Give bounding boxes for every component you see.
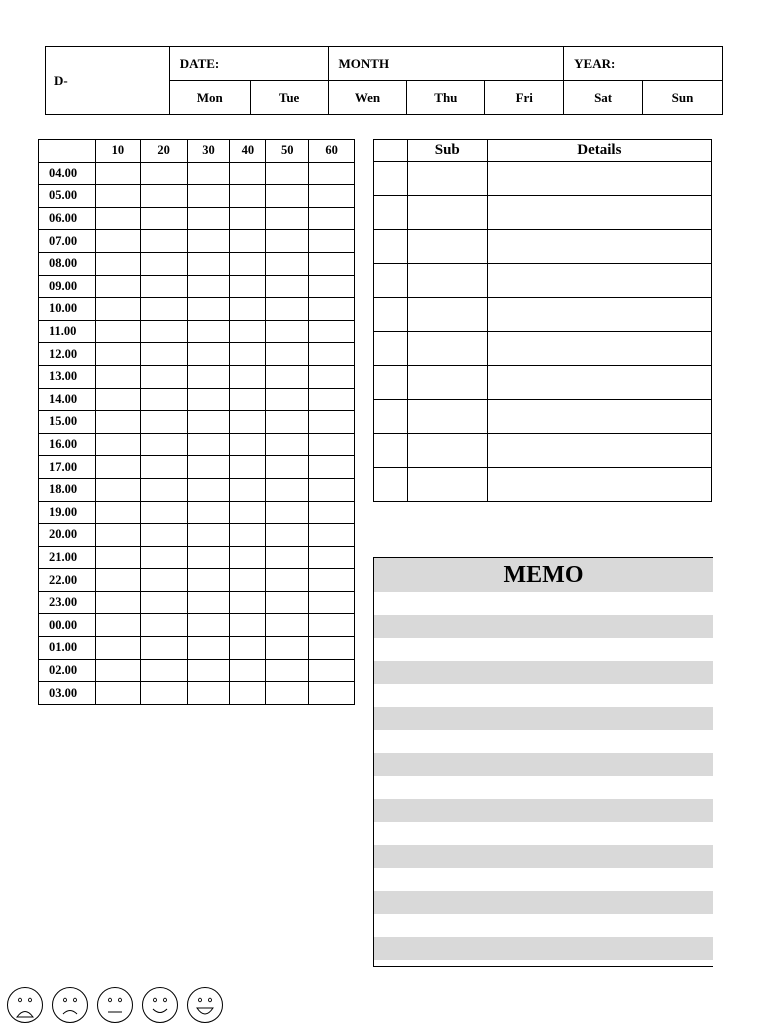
memo-title: MEMO: [374, 558, 713, 592]
time-row: [39, 659, 355, 682]
index-cell[interactable]: [374, 366, 408, 400]
time-slot-cell[interactable]: [95, 185, 140, 208]
day-tue[interactable]: Tue: [250, 81, 328, 115]
time-slot-cell[interactable]: [266, 230, 309, 253]
time-slot-cell[interactable]: [95, 546, 140, 569]
time-slot-cell[interactable]: [140, 298, 187, 321]
time-slot-cell[interactable]: [140, 162, 187, 185]
sub-header: Sub: [407, 140, 487, 162]
time-row: [39, 162, 355, 185]
time-slot-cell[interactable]: [140, 230, 187, 253]
time-row: [39, 388, 355, 411]
time-slot-cell[interactable]: [140, 252, 187, 275]
time-slot-cell[interactable]: [95, 365, 140, 388]
memo-line-shaded[interactable]: [374, 891, 713, 914]
time-slot-cell[interactable]: [230, 388, 266, 411]
time-slot-cell[interactable]: [95, 230, 140, 253]
time-slot-cell[interactable]: [309, 298, 355, 321]
details-cell[interactable]: [487, 230, 711, 264]
time-slot-cell[interactable]: [140, 411, 187, 434]
time-slot-cell[interactable]: [140, 456, 187, 479]
time-slot-cell[interactable]: [95, 298, 140, 321]
time-slot-cell[interactable]: [266, 614, 309, 637]
time-slot-cell[interactable]: [230, 275, 266, 298]
time-slot-cell[interactable]: [266, 343, 309, 366]
sad-face-icon[interactable]: [51, 986, 89, 1024]
sub-cell[interactable]: [407, 264, 487, 298]
memo-line-shaded[interactable]: [374, 845, 713, 868]
time-slot-cell[interactable]: [95, 207, 140, 230]
time-slot-cell[interactable]: [187, 591, 230, 614]
time-slot-cell[interactable]: [230, 411, 266, 434]
memo-line-shaded[interactable]: [374, 707, 713, 730]
time-slot-cell[interactable]: [309, 637, 355, 660]
time-row: [39, 456, 355, 479]
time-slot-cell[interactable]: [230, 162, 266, 185]
time-slot-cell[interactable]: [140, 659, 187, 682]
time-slot-cell[interactable]: [230, 478, 266, 501]
time-slot-cell[interactable]: [140, 343, 187, 366]
hour-label: 10.00: [39, 298, 96, 321]
time-slot-cell[interactable]: [230, 591, 266, 614]
time-row: [39, 320, 355, 343]
hour-label: 13.00: [39, 365, 96, 388]
time-slot-cell[interactable]: [187, 320, 230, 343]
time-slot-cell[interactable]: [187, 478, 230, 501]
smile-face-icon[interactable]: [141, 986, 179, 1024]
time-slot-cell[interactable]: [140, 614, 187, 637]
index-cell[interactable]: [374, 196, 408, 230]
time-slot-cell[interactable]: [309, 185, 355, 208]
time-slot-cell[interactable]: [309, 320, 355, 343]
hour-label: 02.00: [39, 659, 96, 682]
time-slot-cell[interactable]: [187, 207, 230, 230]
day-counter-prefix: D-: [46, 47, 170, 115]
time-slot-cell[interactable]: [140, 682, 187, 705]
day-sun[interactable]: Sun: [643, 81, 723, 115]
sub-cell[interactable]: [407, 434, 487, 468]
time-slot-cell[interactable]: [309, 614, 355, 637]
index-cell[interactable]: [374, 468, 408, 502]
day-fri[interactable]: Fri: [485, 81, 564, 115]
time-row: [39, 230, 355, 253]
hour-label: 00.00: [39, 614, 96, 637]
time-slot-cell[interactable]: [266, 682, 309, 705]
index-cell[interactable]: [374, 264, 408, 298]
time-slot-cell[interactable]: [95, 524, 140, 547]
mood-scale: [6, 986, 226, 1024]
time-slot-cell[interactable]: [230, 546, 266, 569]
time-slot-cell[interactable]: [230, 569, 266, 592]
time-slot-cell[interactable]: [309, 230, 355, 253]
time-slot-cell[interactable]: [266, 591, 309, 614]
hour-label: 03.00: [39, 682, 96, 705]
details-cell[interactable]: [487, 264, 711, 298]
index-header: [374, 140, 408, 162]
hour-label: 12.00: [39, 343, 96, 366]
time-slot-cell[interactable]: [230, 501, 266, 524]
time-slot-cell[interactable]: [309, 591, 355, 614]
time-slot-cell[interactable]: [230, 682, 266, 705]
hour-label: 06.00: [39, 207, 96, 230]
time-slot-cell[interactable]: [187, 343, 230, 366]
hour-label: 23.00: [39, 591, 96, 614]
time-slot-cell[interactable]: [230, 230, 266, 253]
time-row: [39, 343, 355, 366]
time-row: [39, 524, 355, 547]
hour-label: 18.00: [39, 478, 96, 501]
time-row: [39, 298, 355, 321]
time-row: [39, 275, 355, 298]
time-slot-cell[interactable]: [187, 456, 230, 479]
minute-column-header: 60: [309, 140, 355, 163]
grin-face-icon[interactable]: [186, 986, 224, 1024]
time-row: [39, 501, 355, 524]
time-slot-cell[interactable]: [309, 252, 355, 275]
time-slot-cell[interactable]: [187, 569, 230, 592]
time-slot-cell[interactable]: [266, 456, 309, 479]
time-slot-cell[interactable]: [266, 207, 309, 230]
time-slot-cell[interactable]: [309, 207, 355, 230]
time-slot-cell[interactable]: [95, 569, 140, 592]
time-slot-cell[interactable]: [140, 433, 187, 456]
sub-cell[interactable]: [407, 400, 487, 434]
time-slot-cell[interactable]: [309, 659, 355, 682]
minute-column-header: 20: [140, 140, 187, 163]
memo-line-shaded[interactable]: [374, 753, 713, 776]
time-grid: [38, 139, 355, 705]
time-row: [39, 682, 355, 705]
time-slot-cell[interactable]: [266, 478, 309, 501]
time-slot-cell[interactable]: [95, 411, 140, 434]
hour-label: 15.00: [39, 411, 96, 434]
hour-label: 17.00: [39, 456, 96, 479]
sub-cell[interactable]: [407, 196, 487, 230]
details-cell[interactable]: [487, 162, 711, 196]
time-slot-cell[interactable]: [266, 411, 309, 434]
time-slot-cell[interactable]: [187, 162, 230, 185]
subject-row: [374, 366, 712, 400]
details-cell[interactable]: [487, 434, 711, 468]
time-grid-corner: [39, 140, 96, 163]
hour-label: 05.00: [39, 185, 96, 208]
subject-details-table: [373, 139, 712, 502]
time-slot-cell[interactable]: [309, 162, 355, 185]
hour-label: 20.00: [39, 524, 96, 547]
hour-label: 16.00: [39, 433, 96, 456]
hour-label: 08.00: [39, 252, 96, 275]
time-slot-cell[interactable]: [230, 207, 266, 230]
time-slot-cell[interactable]: [230, 659, 266, 682]
time-slot-cell[interactable]: [140, 185, 187, 208]
time-slot-cell[interactable]: [230, 252, 266, 275]
time-slot-cell[interactable]: [95, 388, 140, 411]
month-label: MONTH: [328, 47, 564, 81]
details-cell[interactable]: [487, 298, 711, 332]
time-slot-cell[interactable]: [95, 343, 140, 366]
time-slot-cell[interactable]: [187, 185, 230, 208]
time-slot-cell[interactable]: [230, 433, 266, 456]
time-slot-cell[interactable]: [95, 682, 140, 705]
time-slot-cell[interactable]: [140, 275, 187, 298]
time-slot-cell[interactable]: [187, 501, 230, 524]
time-slot-cell[interactable]: [230, 343, 266, 366]
day-mon[interactable]: Mon: [169, 81, 250, 115]
time-slot-cell[interactable]: [266, 162, 309, 185]
hour-label: 07.00: [39, 230, 96, 253]
memo-line-shaded[interactable]: [374, 615, 713, 638]
day-wen[interactable]: Wen: [328, 81, 407, 115]
index-cell[interactable]: [374, 162, 408, 196]
hour-label: 09.00: [39, 275, 96, 298]
hour-label: 21.00: [39, 546, 96, 569]
subject-row: [374, 298, 712, 332]
sub-cell[interactable]: [407, 230, 487, 264]
time-slot-cell[interactable]: [95, 659, 140, 682]
time-slot-cell[interactable]: [309, 275, 355, 298]
time-row: [39, 207, 355, 230]
hour-label: 19.00: [39, 501, 96, 524]
time-slot-cell[interactable]: [187, 365, 230, 388]
time-row: [39, 365, 355, 388]
time-slot-cell[interactable]: [140, 591, 187, 614]
time-slot-cell[interactable]: [187, 637, 230, 660]
time-slot-cell[interactable]: [266, 524, 309, 547]
day-sat[interactable]: Sat: [564, 81, 643, 115]
sub-cell[interactable]: [407, 332, 487, 366]
details-cell[interactable]: [487, 468, 711, 502]
minute-column-header: 10: [95, 140, 140, 163]
time-slot-cell[interactable]: [95, 637, 140, 660]
time-row: [39, 252, 355, 275]
time-slot-cell[interactable]: [187, 388, 230, 411]
time-slot-cell[interactable]: [309, 343, 355, 366]
hour-label: 11.00: [39, 320, 96, 343]
memo-line-shaded[interactable]: [374, 799, 713, 822]
time-slot-cell[interactable]: [95, 501, 140, 524]
time-slot-cell[interactable]: [266, 569, 309, 592]
time-slot-cell[interactable]: [187, 230, 230, 253]
time-slot-cell[interactable]: [309, 411, 355, 434]
time-slot-cell[interactable]: [95, 456, 140, 479]
time-slot-cell[interactable]: [309, 365, 355, 388]
time-slot-cell[interactable]: [266, 320, 309, 343]
time-slot-cell[interactable]: [230, 320, 266, 343]
subject-row: [374, 162, 712, 196]
time-slot-cell[interactable]: [95, 614, 140, 637]
time-slot-cell[interactable]: [266, 185, 309, 208]
time-slot-cell[interactable]: [95, 252, 140, 275]
neutral-face-icon[interactable]: [96, 986, 134, 1024]
time-slot-cell[interactable]: [140, 207, 187, 230]
time-slot-cell[interactable]: [230, 614, 266, 637]
time-slot-cell[interactable]: [266, 252, 309, 275]
time-slot-cell[interactable]: [309, 524, 355, 547]
time-slot-cell[interactable]: [230, 365, 266, 388]
time-slot-cell[interactable]: [230, 185, 266, 208]
sub-cell[interactable]: [407, 468, 487, 502]
time-slot-cell[interactable]: [230, 456, 266, 479]
time-row: [39, 411, 355, 434]
time-slot-cell[interactable]: [95, 162, 140, 185]
details-cell[interactable]: [487, 366, 711, 400]
time-slot-cell[interactable]: [187, 659, 230, 682]
time-slot-cell[interactable]: [95, 433, 140, 456]
time-slot-cell[interactable]: [309, 682, 355, 705]
index-cell[interactable]: [374, 298, 408, 332]
time-slot-cell[interactable]: [95, 478, 140, 501]
time-slot-cell[interactable]: [230, 637, 266, 660]
day-thu[interactable]: Thu: [407, 81, 485, 115]
time-slot-cell[interactable]: [187, 433, 230, 456]
time-slot-cell[interactable]: [187, 546, 230, 569]
time-slot-cell[interactable]: [266, 388, 309, 411]
minute-column-header: 50: [266, 140, 309, 163]
hour-label: 01.00: [39, 637, 96, 660]
sub-cell[interactable]: [407, 298, 487, 332]
time-slot-cell[interactable]: [187, 682, 230, 705]
time-slot-cell[interactable]: [187, 252, 230, 275]
sub-cell[interactable]: [407, 162, 487, 196]
details-header: Details: [487, 140, 711, 162]
time-slot-cell[interactable]: [187, 411, 230, 434]
hour-label: 04.00: [39, 162, 96, 185]
time-slot-cell[interactable]: [230, 298, 266, 321]
time-slot-cell[interactable]: [266, 365, 309, 388]
time-slot-cell[interactable]: [309, 388, 355, 411]
year-label: YEAR:: [564, 47, 723, 81]
sub-cell[interactable]: [407, 366, 487, 400]
details-cell[interactable]: [487, 196, 711, 230]
time-slot-cell[interactable]: [95, 320, 140, 343]
time-slot-cell[interactable]: [140, 320, 187, 343]
time-row: [39, 433, 355, 456]
time-slot-cell[interactable]: [140, 388, 187, 411]
time-row: [39, 637, 355, 660]
subject-row: [374, 264, 712, 298]
time-slot-cell[interactable]: [266, 546, 309, 569]
hour-label: 22.00: [39, 569, 96, 592]
time-slot-cell[interactable]: [140, 478, 187, 501]
time-slot-cell[interactable]: [309, 433, 355, 456]
minute-column-header: 30: [187, 140, 230, 163]
time-row: [39, 569, 355, 592]
index-cell[interactable]: [374, 400, 408, 434]
time-slot-cell[interactable]: [187, 298, 230, 321]
time-row: [39, 478, 355, 501]
index-cell[interactable]: [374, 332, 408, 366]
time-slot-cell[interactable]: [230, 524, 266, 547]
time-slot-cell[interactable]: [140, 637, 187, 660]
memo-line-shaded[interactable]: [374, 937, 713, 960]
time-slot-cell[interactable]: [266, 637, 309, 660]
time-slot-cell[interactable]: [95, 275, 140, 298]
time-slot-cell[interactable]: [266, 433, 309, 456]
time-slot-cell[interactable]: [266, 298, 309, 321]
time-slot-cell[interactable]: [309, 546, 355, 569]
subject-row: [374, 196, 712, 230]
time-slot-cell[interactable]: [187, 614, 230, 637]
time-slot-cell[interactable]: [140, 524, 187, 547]
index-cell[interactable]: [374, 230, 408, 264]
time-slot-cell[interactable]: [266, 275, 309, 298]
time-slot-cell[interactable]: [309, 501, 355, 524]
time-slot-cell[interactable]: [309, 456, 355, 479]
time-slot-cell[interactable]: [140, 569, 187, 592]
time-slot-cell[interactable]: [309, 478, 355, 501]
time-row: [39, 614, 355, 637]
time-slot-cell[interactable]: [140, 546, 187, 569]
subject-row: [374, 434, 712, 468]
time-slot-cell[interactable]: [140, 501, 187, 524]
very-sad-face-icon[interactable]: [6, 986, 44, 1024]
date-label: DATE:: [169, 47, 328, 81]
subject-row: [374, 468, 712, 502]
header-table: [45, 46, 723, 115]
time-slot-cell[interactable]: [140, 365, 187, 388]
hour-label: 14.00: [39, 388, 96, 411]
subject-row: [374, 400, 712, 434]
time-row: [39, 546, 355, 569]
time-slot-cell[interactable]: [95, 591, 140, 614]
minute-column-header: 40: [230, 140, 266, 163]
time-row: [39, 591, 355, 614]
details-cell[interactable]: [487, 332, 711, 366]
time-slot-cell[interactable]: [187, 275, 230, 298]
time-slot-cell[interactable]: [266, 659, 309, 682]
subject-row: [374, 230, 712, 264]
memo-line-shaded[interactable]: [374, 661, 713, 684]
details-cell[interactable]: [487, 400, 711, 434]
subject-row: [374, 332, 712, 366]
time-slot-cell[interactable]: [266, 501, 309, 524]
index-cell[interactable]: [374, 434, 408, 468]
memo-box: [373, 557, 713, 967]
time-slot-cell[interactable]: [309, 569, 355, 592]
time-slot-cell[interactable]: [187, 524, 230, 547]
time-row: [39, 185, 355, 208]
